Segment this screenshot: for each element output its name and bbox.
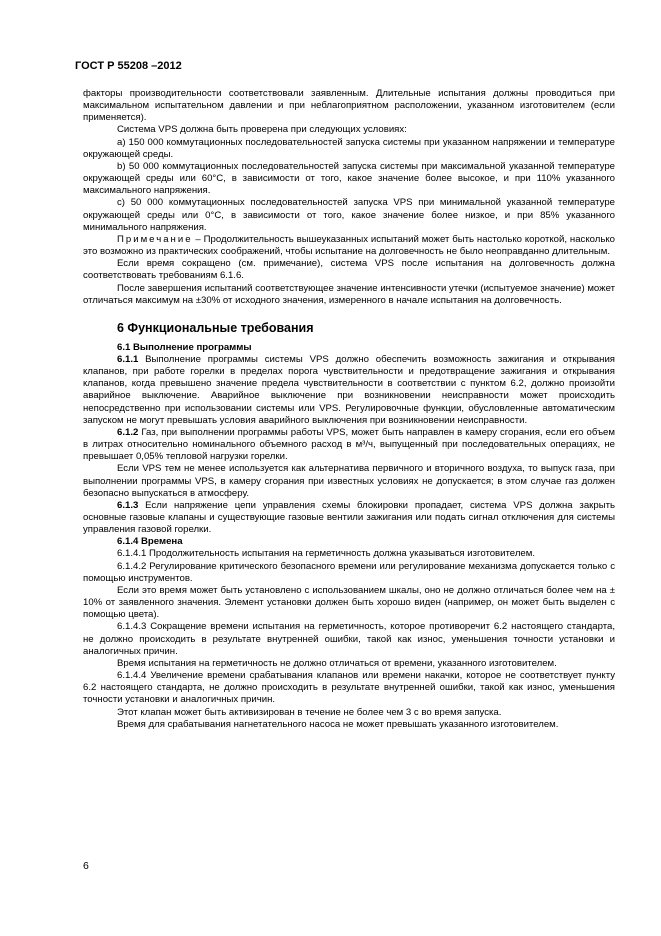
clause-number: 6.1.3 [117, 499, 139, 511]
paragraph: После завершения испытаний соответствующее значение интенсивности утечки (испытуемое значение) может отличаться максимум на ±30% от исходного значения, измеренного в начале испытания на долговечность. [83, 282, 615, 306]
paragraph: Этот клапан может быть активизирован в течение не более чем 3 с во время запуска. [117, 706, 502, 718]
subsection-heading: 6.1 Выполнение программы [117, 341, 252, 353]
clause-6-1-1 [83, 354, 615, 427]
list-item: b) 50 000 коммутационных последовательностей запуска системы при максимальной указанной температуре окружающей среды или 60°С, в зависимости от того, какое значение более высокое, и при 110% указанного максимального напряжения. [83, 160, 615, 197]
paragraph: Система VPS должна быть проверена при следующих условиях: [117, 124, 407, 136]
standard-title: ГОСТ Р 55208 –2012 [75, 60, 182, 72]
clause-6-1-4-2: 6.1.4.2 Регулирование критического безопасного времени или регулирование механизма допускается только с помощью инструментов. [83, 560, 615, 584]
paragraph: Если это время может быть установлено с использованием шкалы, оно не должно отличаться более чем на ± 10% от заявленного значения. Элемент установки должен быть хорошо виден (например, он может быть выделен с помощью цвета). [83, 584, 615, 621]
note-label: Примечание [117, 233, 193, 245]
note-paragraph [83, 234, 615, 258]
clause-text: Газ, при выполнении программы работы VPS, может быть направлен в камеру сгорания, если его объем в литрах относительно номинального объемного расход в м³/ч, выпущенный при последовательных операциях, не превышает 0,05% тепловой нагрузки горелки. [83, 426, 615, 463]
note-text: – Продолжительность вышеуказанных испытаний может быть настолько короткой, насколько это возможно из практических соображений, чтобы испытание на долговечность не было неоправданно длительным. [83, 233, 615, 258]
clause-number: 6.1.1 [117, 353, 139, 365]
list-item: а) 150 000 коммутационных последовательностей запуска системы при указанном напряжении и температуре окружающей среды. [83, 136, 615, 160]
paragraph: Время для срабатывания нагнетательного насоса не может превышать указанного изготовителем. [117, 718, 559, 730]
clause-heading: 6.1.4 Времена [117, 536, 183, 548]
page-number: 6 [83, 860, 89, 872]
paragraph: Если VPS тем не менее используется как альтернатива первичного и вторичного воздуха, то выпуск газа, при выполнении программы VPS, в камеру сгорания при известных условиях не допускается; в этом случае газ должен безопасно выпускаться в атмосферу. [83, 463, 615, 499]
clause-text: Выполнение программы системы VPS должно обеспечить возможность зажигания и открывания клапанов, при работе горелки в пределах порога чувствительности и предотвращение зажигания и открывания клапанов, когда превышено значение предела чувствительности в соответствии с пунктом 6.2, должно произойти аварийное выключение. Аварийное выключение при возникновении неисправности может происходить непосредственно при использовании системы или VPS. Регулировочные функции, обусловленные автоматическим запуском не могут превышать условия аварийного выключения при возникновении неисправности. [83, 353, 615, 426]
clause-6-1-4-1: 6.1.4.1 Продолжительность испытания на герметичность должна указываться изготовителем. [117, 548, 536, 560]
clause-number: 6.1.2 [117, 426, 139, 438]
clause-6-1-4-3: 6.1.4.3 Сокращение времени испытания на герметичность, которое противоречит 6.2 настоящего стандарта, не должно происходить в результате внутренней ошибки, такой как износ, уменьшения точности установки и аналогичных причин. [83, 621, 615, 657]
clause-6-1-4-4: 6.1.4.4 Увеличение времени срабатывания клапанов или времени накачки, которое не соответствует пункту 6.2 настоящего стандарта, не должно происходить в результате внутренней ошибки, такой как износ, уменьшения точности установки и аналогичных причин. [83, 670, 615, 706]
document-body [83, 88, 615, 731]
clause-6-1-3 [83, 500, 615, 536]
section-heading: 6 Функциональные требования [117, 320, 314, 335]
clause-text: Если напряжение цепи управления схемы блокировки пропадает, система VPS должна закрыть основные газовые клапаны и существующие газовые вентили зажигания или подать сигнал отключения для системы управления газовой горелки. [83, 499, 615, 536]
paragraph: Время испытания на герметичность не должно отличаться от времени, указанного изготовителем. [117, 657, 557, 669]
paragraph: Если время сокращено (см. примечание), система VPS после испытания на долговечность должна соответствовать требованиям 6.1.6. [83, 258, 615, 282]
list-item: с) 50 000 коммутационных последовательностей запуска VPS при минимальной указанной температуре окружающей среды или 0°С, в зависимости от того, какое значение более низкое, и при 85% указанного минимального напряжения. [83, 197, 615, 233]
paragraph: факторы производительности соответствовали заявленным. Длительные испытания должны проводиться при максимальном испытательном давлении и при неблагоприятном расположении, указанном изготовителем (если применяется). [83, 88, 615, 124]
clause-6-1-2 [83, 427, 615, 463]
